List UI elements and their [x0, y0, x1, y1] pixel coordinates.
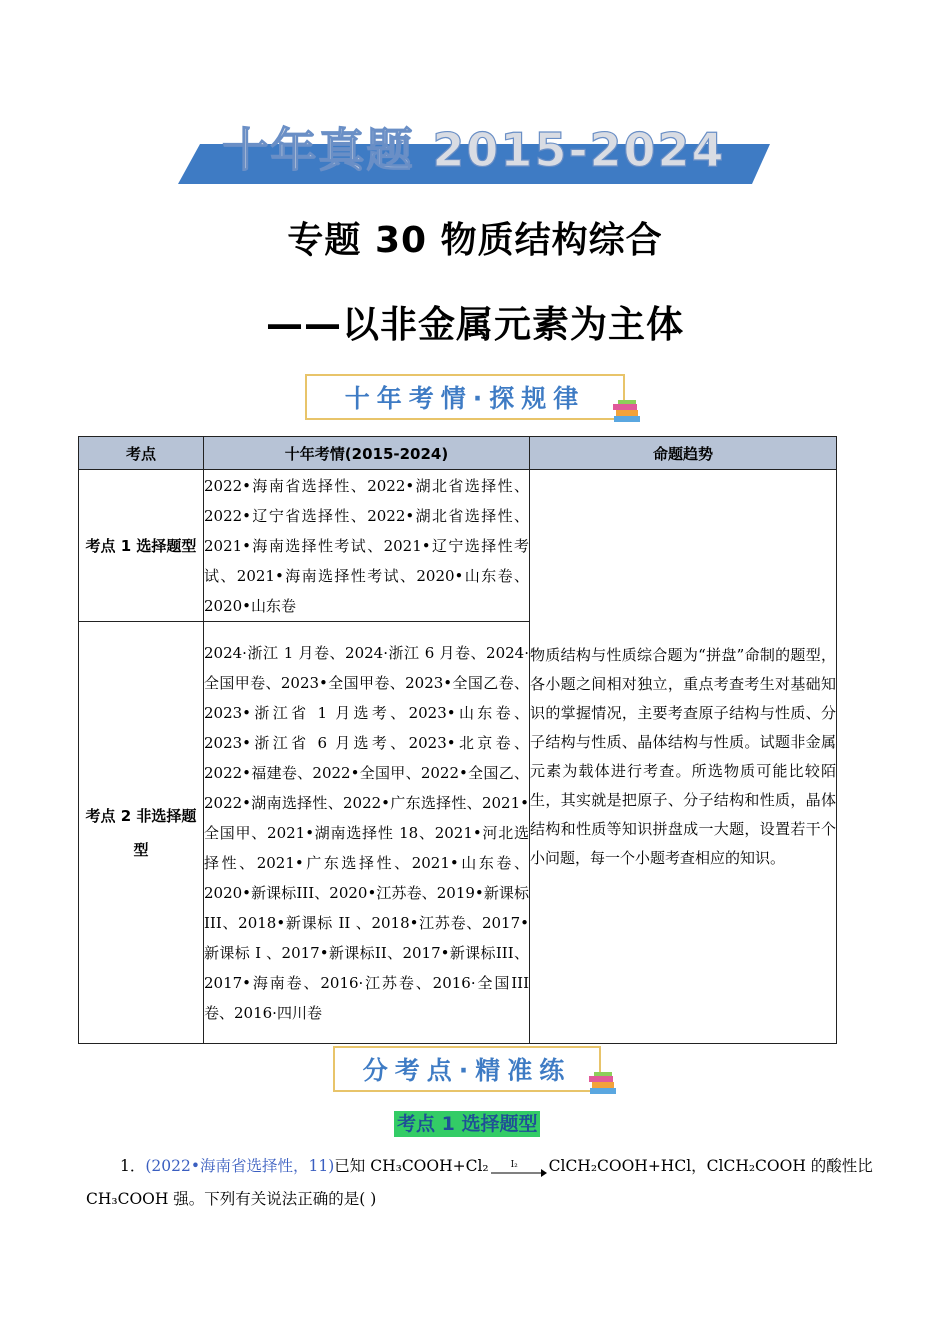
trend-cell: 物质结构与性质综合题为“拼盘”命制的题型，各小题之间相对独立，重点考查考生对基础知识的掌握情况，主要考查原子结构与性质、分子结构与性质、晶体结构与性质。试题非金属元素为载体进行考查。所选物质可能比较陌生，其实就是把原子、分子结构和性质，晶体结构和性质等知识拼盘成一大题，设置若干个小问题，每一个小题考查相应的知识。 — [530, 470, 837, 1044]
reaction-arrow — [491, 1159, 547, 1175]
header-point: 考点 — [79, 437, 204, 470]
row-point: 考点 2 非选择题型 — [79, 622, 204, 1044]
table-header-row — [79, 437, 837, 470]
section-badge-label: 分考点·精准练 — [362, 1056, 572, 1085]
question-text-after: ClCH₂COOH+HCl，ClCH₂COOH 的酸性比 — [548, 1157, 873, 1175]
question-source: (2022•海南省选择性，11) — [145, 1157, 335, 1175]
row-years: 2024·浙江 1 月卷、2024·浙江 6 月卷、2024·全国甲卷、2023•全国甲卷、2023•全国乙卷、2023•浙江省 1 月选考、2023•山东卷、2023•浙江省 6 月选考、2023•北京卷、2022•福建卷、2022•全国甲、2022•全国乙、2022•湖南选择性、2022•广东选择性、2021•全国甲、2021•湖南选择性 18、2021•河北选择性、2021•广东选择性、2021•山东卷、2020•新课标III、2020•江苏卷、2019•新课标III、2018•新课标 II 、2018•江苏卷、2017•新课标 I 、2017•新课标II、2017•新课标III、2017•海南卷、2016·江苏卷、2016·全国III卷、2016·四川卷 — [204, 622, 530, 1044]
books-icon — [612, 400, 642, 424]
table-row — [79, 470, 837, 622]
question-number: 1． — [120, 1157, 146, 1175]
header-years: 十年考情(2015-2024) — [204, 437, 530, 470]
page-title: 专题 30 物质结构综合 — [287, 220, 663, 261]
question-text-before: 已知 CH₃COOH+Cl₂ — [334, 1157, 489, 1175]
arrow-condition: I₂ — [510, 1160, 518, 1170]
banner-text: 十年真题 2015-2024 — [222, 123, 726, 177]
exam-overview-table — [78, 436, 837, 1044]
row-point: 考点 1 选择题型 — [79, 470, 204, 622]
row-years: 2022•海南省选择性、2022•湖北省选择性、2022•辽宁省选择性、2022•湖北省选择性、2021•海南选择性考试、2021•辽宁选择性考试、2021•海南选择性考试、2020•山东卷、2020•山东卷 — [204, 470, 530, 622]
question-1 — [86, 1150, 873, 1216]
books-icon — [588, 1072, 618, 1096]
section-badge-practice — [333, 1046, 601, 1092]
section-badge-trends — [305, 374, 625, 420]
question-line2: CH₃COOH 强。下列有关说法正确的是( ) — [86, 1190, 377, 1208]
top-banner — [178, 116, 770, 186]
header-trend: 命题趋势 — [530, 437, 837, 470]
section-badge-label: 十年考情·探规律 — [344, 384, 586, 413]
page-subtitle: ——以非金属元素为主体 — [266, 303, 684, 346]
subsection-heading: 考点 1 选择题型 — [394, 1111, 540, 1137]
